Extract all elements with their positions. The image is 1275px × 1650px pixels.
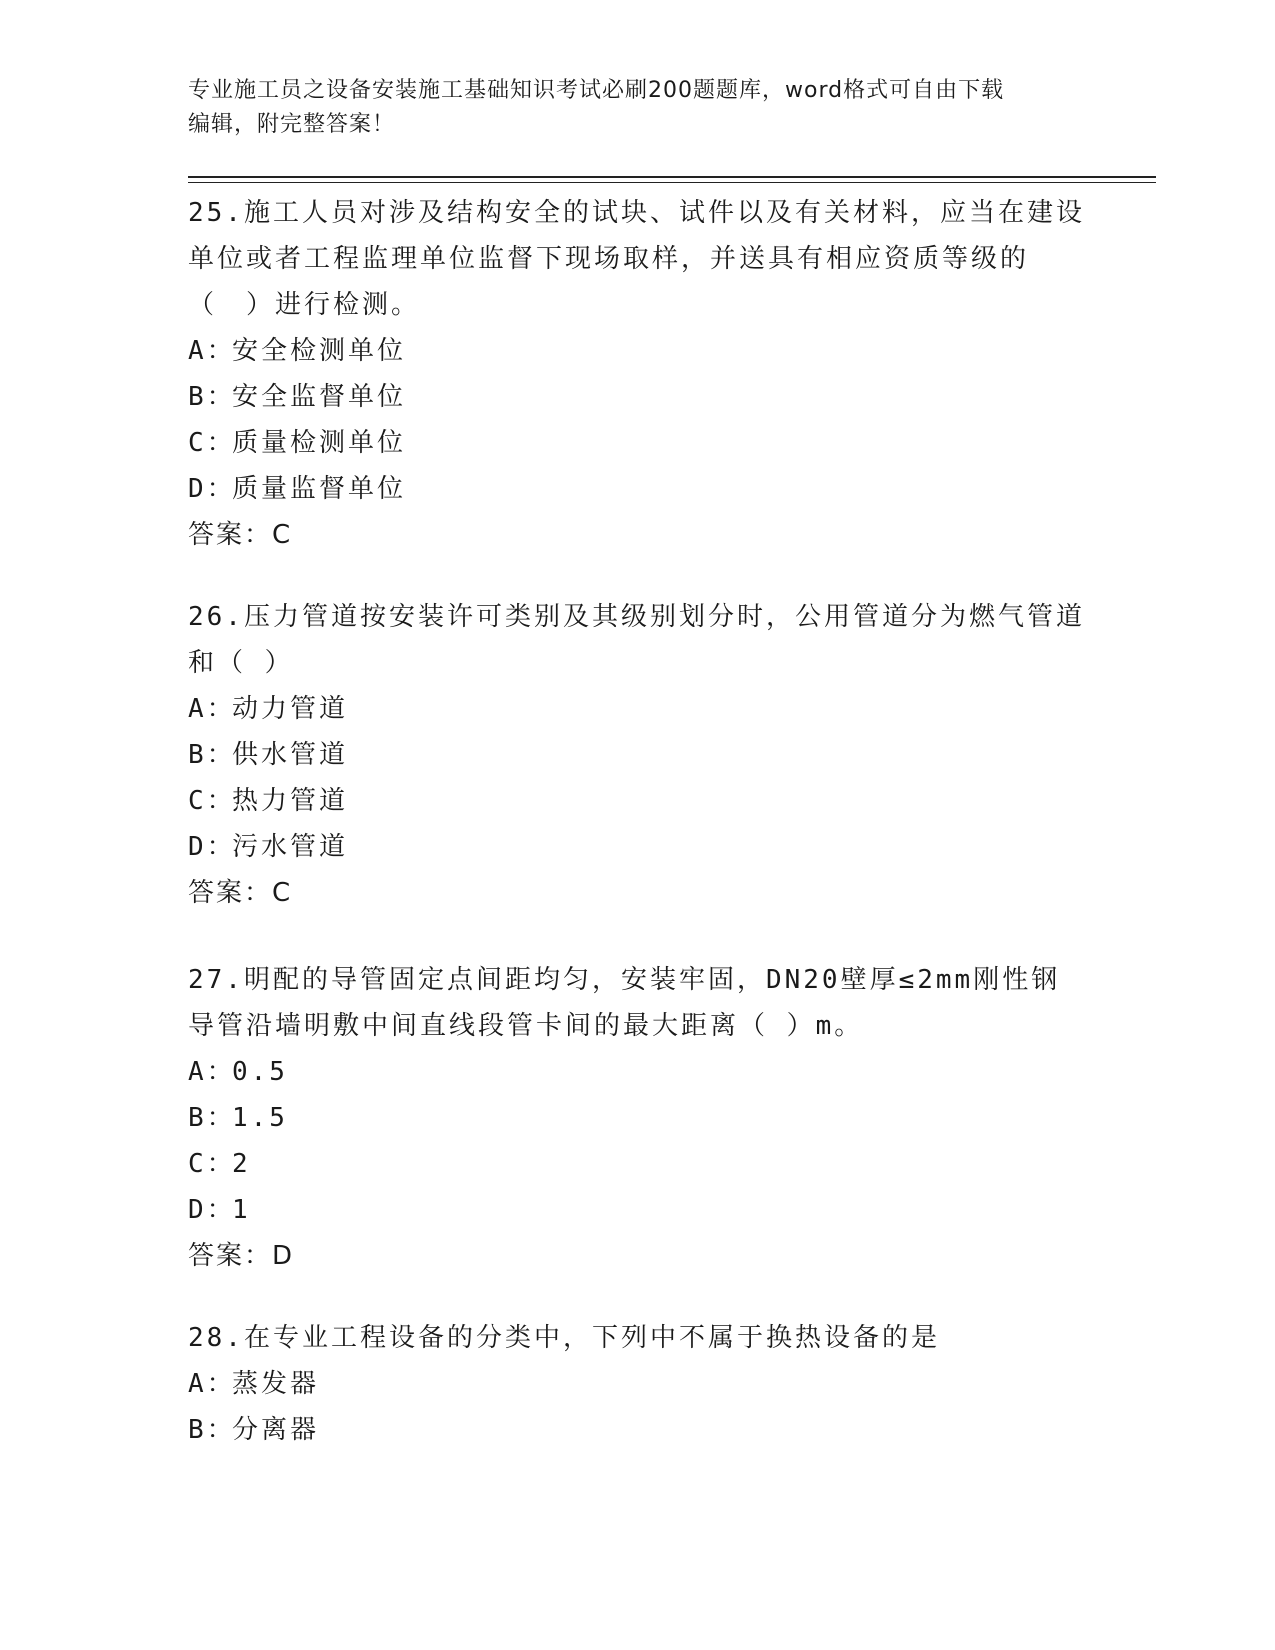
option-b <box>188 374 1088 420</box>
option-key: D： <box>188 1195 236 1225</box>
question-stem: 施工人员对涉及结构安全的试块、试件以及有关材料，应当在建设单位或者工程监理单位监督下现场取样，并送具有相应资质等级的（ ）进行检测。 <box>188 198 1085 320</box>
question-block <box>188 957 1088 1279</box>
option-c <box>188 778 1088 824</box>
option-a <box>188 1361 1088 1407</box>
option-text: 分离器 <box>232 1415 320 1445</box>
option-text: 1.5 <box>232 1103 288 1133</box>
question-block <box>188 1315 1088 1453</box>
option-text: 2 <box>232 1149 251 1179</box>
option-text: 质量检测单位 <box>232 428 407 458</box>
option-b <box>188 732 1088 778</box>
option-key: B： <box>188 740 236 770</box>
option-text: 污水管道 <box>232 832 349 862</box>
option-text: 1 <box>232 1195 251 1225</box>
answer-line: 答案：C <box>188 520 293 550</box>
option-key: D： <box>188 474 236 504</box>
question-stem: 压力管道按安装许可类别及其级别划分时，公用管道分为燃气管道和（ ） <box>188 602 1085 678</box>
option-key: C： <box>188 786 236 816</box>
option-text: 0.5 <box>232 1057 288 1087</box>
header-divider-thin <box>188 182 1156 183</box>
option-text: 热力管道 <box>232 786 349 816</box>
option-a <box>188 1049 1088 1095</box>
option-text: 安全监督单位 <box>232 382 407 412</box>
answer-line: 答案：C <box>188 878 293 908</box>
option-key: B： <box>188 382 236 412</box>
option-c <box>188 420 1088 466</box>
header-line-2: 编辑，附完整答案！ <box>188 112 396 137</box>
answer-line: 答案：D <box>188 1241 295 1271</box>
option-text: 安全检测单位 <box>232 336 407 366</box>
option-b <box>188 1407 1088 1453</box>
header-line-1: 专业施工员之设备安装施工基础知识考试必刷200题题库，word格式可自由下载 <box>188 78 1005 103</box>
option-key: C： <box>188 1149 236 1179</box>
question-text <box>188 957 1088 1049</box>
option-text: 动力管道 <box>232 694 349 724</box>
question-number: 25. <box>188 198 244 228</box>
option-key: C： <box>188 428 236 458</box>
option-text: 蒸发器 <box>232 1369 320 1399</box>
option-key: A： <box>188 336 236 366</box>
option-key: A： <box>188 1369 236 1399</box>
option-key: D： <box>188 832 236 862</box>
question-number: 27. <box>188 965 244 995</box>
option-d <box>188 824 1088 870</box>
question-block <box>188 594 1088 916</box>
option-a <box>188 686 1088 732</box>
question-text <box>188 190 1088 328</box>
question-stem: 明配的导管固定点间距均匀，安装牢固，DN20壁厚≤2mm刚性钢导管沿墙明敷中间直线段管卡间的最大距离（ ）m。 <box>188 965 1061 1041</box>
option-key: A： <box>188 1057 236 1087</box>
document-header <box>188 74 1088 142</box>
option-key: B： <box>188 1103 236 1133</box>
question-number: 28. <box>188 1323 244 1353</box>
question-text <box>188 1315 1088 1361</box>
question-stem: 在专业工程设备的分类中，下列中不属于换热设备的是 <box>243 1323 940 1353</box>
option-a <box>188 328 1088 374</box>
option-b <box>188 1095 1088 1141</box>
option-c <box>188 1141 1088 1187</box>
question-text <box>188 594 1088 686</box>
option-key: A： <box>188 694 236 724</box>
option-d <box>188 466 1088 512</box>
question-number: 26. <box>188 602 244 632</box>
header-divider-thick <box>188 176 1156 178</box>
option-key: B： <box>188 1415 236 1445</box>
option-text: 供水管道 <box>232 740 349 770</box>
option-text: 质量监督单位 <box>232 474 407 504</box>
question-block <box>188 190 1088 558</box>
option-d <box>188 1187 1088 1233</box>
